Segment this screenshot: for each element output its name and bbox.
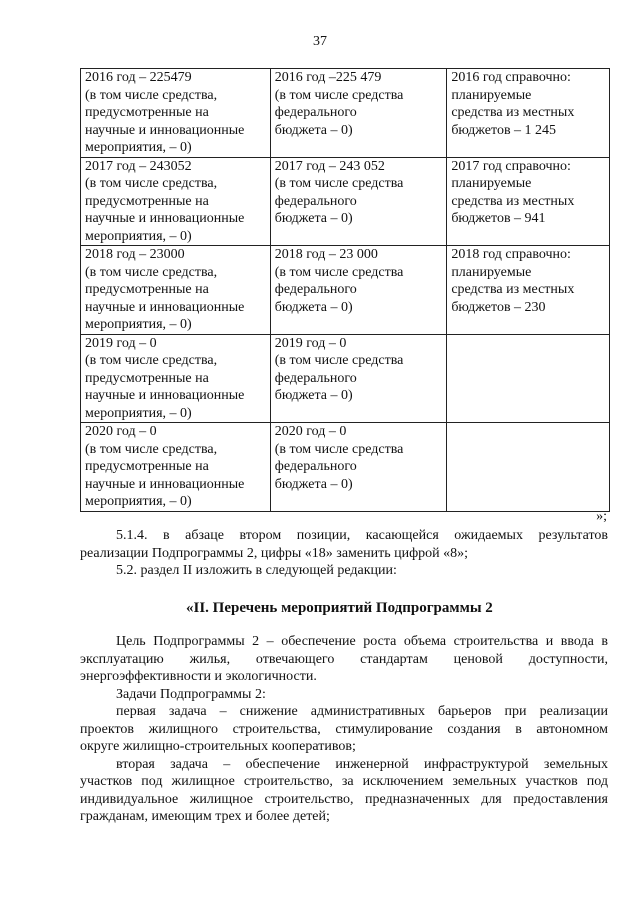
- cell-total-funding: [81, 334, 271, 423]
- table-row: [81, 334, 610, 423]
- section-heading: «II. Перечень мероприятий Подпрограммы 2: [186, 600, 493, 616]
- cell-text-line: мероприятия, – 0): [85, 140, 192, 155]
- cell-federal-funding: [270, 157, 447, 246]
- subprogram-goal: [80, 633, 608, 826]
- task-1-line-3: округе жилищно-строительных кооперативов;: [80, 739, 356, 754]
- funding-table: [80, 68, 610, 512]
- cell-local-funding: [447, 334, 610, 423]
- cell-text-line: бюджетов – 230: [451, 299, 546, 315]
- cell-text-line: научные и инновационные: [85, 211, 245, 226]
- cell-text-line: бюджетов – 1 245: [451, 122, 557, 138]
- amendment-5-1-4: [80, 527, 608, 580]
- cell-text-line: планируемые: [451, 87, 532, 103]
- cell-text-line: бюджета – 0): [274, 388, 353, 403]
- cell-text-line: научные и инновационные: [85, 122, 245, 138]
- table-row: [81, 69, 610, 158]
- cell-text-line: научные и инновационные: [85, 299, 245, 315]
- cell-federal-funding: [270, 423, 447, 512]
- cell-total-funding: [81, 157, 271, 246]
- cell-text-line: (в том числе средства,: [85, 176, 218, 191]
- cell-text-line: (в том числе средства,: [85, 353, 218, 368]
- cell-text-line: (в том числе средства,: [85, 264, 218, 280]
- cell-text-line: 2017 год – 243 052: [274, 158, 385, 174]
- goal-line-2: эксплуатацию жилья, отвечающего стандартам ценовой доступности,: [80, 651, 608, 667]
- cell-federal-funding: [270, 69, 447, 158]
- cell-text-line: планируемые: [451, 264, 532, 280]
- cell-total-funding: [81, 246, 271, 335]
- cell-text-line: (в том числе средства: [274, 87, 404, 103]
- cell-text-line: (в том числе средства: [274, 353, 404, 368]
- cell-text-line: (в том числе средства: [274, 176, 404, 191]
- task-1-line-1: первая задача – снижение административных барьеров при реализации: [116, 704, 608, 719]
- cell-text-line: 2020 год – 0: [274, 424, 347, 439]
- table-row: [81, 423, 610, 512]
- cell-text-line: федерального: [274, 459, 357, 474]
- funding-table-body: [81, 69, 610, 512]
- cell-text-line: федерального: [274, 105, 357, 120]
- tasks-label: Задачи Подпрограммы 2:: [116, 686, 266, 702]
- cell-text-line: средства из местных: [451, 193, 575, 209]
- cell-text-line: мероприятия, – 0): [85, 494, 192, 509]
- cell-federal-funding: [270, 246, 447, 335]
- cell-text-line: (в том числе средства,: [85, 441, 218, 457]
- cell-federal-funding: [270, 334, 447, 423]
- cell-text-line: 2020 год – 0: [85, 424, 157, 439]
- cell-text-line: мероприятия, – 0): [85, 228, 192, 244]
- cell-text-line: предусмотренные на: [85, 193, 209, 209]
- cell-text-line: (в том числе средства,: [85, 87, 218, 103]
- cell-text-line: 2016 год –225 479: [274, 70, 382, 85]
- cell-local-funding: [447, 246, 610, 335]
- cell-text-line: планируемые: [451, 176, 532, 191]
- cell-text-line: бюджетов – 941: [451, 211, 546, 226]
- cell-text-line: предусмотренные на: [85, 282, 209, 297]
- cell-text-line: 2018 год – 23000: [85, 247, 185, 262]
- table-row: [81, 157, 610, 246]
- cell-text-line: федерального: [274, 370, 357, 386]
- cell-local-funding: [447, 69, 610, 158]
- cell-text-line: научные и инновационные: [85, 476, 245, 492]
- cell-text-line: 2018 год – 23 000: [274, 247, 378, 262]
- cell-text-line: бюджета – 0): [274, 299, 353, 315]
- cell-text-line: мероприятия, – 0): [85, 405, 192, 421]
- cell-text-line: (в том числе средства: [274, 441, 404, 457]
- cell-local-funding: [447, 423, 610, 512]
- cell-text-line: предусмотренные на: [85, 370, 209, 386]
- amendment-5-2: 5.2. раздел II изложить в следующей редакции:: [116, 563, 397, 578]
- cell-text-line: 2017 год справочно:: [451, 158, 571, 174]
- cell-text-line: 2018 год справочно:: [451, 247, 571, 262]
- cell-text-line: (в том числе средства: [274, 264, 404, 280]
- task-2-line-1: вторая задача – обеспечение инженерной инфраструктурой земельных: [116, 756, 608, 772]
- cell-text-line: 2016 год – 225479: [85, 70, 192, 85]
- cell-text-line: предусмотренные на: [85, 105, 209, 120]
- goal-line-3: энергоэффективности и экологичности.: [80, 669, 317, 684]
- task-1-line-2: проектов жилищного строительства, стимулирование создания в автономном: [80, 721, 608, 737]
- cell-text-line: научные и инновационные: [85, 388, 245, 403]
- cell-text-line: бюджета – 0): [274, 122, 353, 138]
- amendment-5-1-4-line-2: реализации Подпрограммы 2, цифры «18» заменить цифрой «8»;: [80, 545, 469, 561]
- cell-text-line: предусмотренные на: [85, 459, 209, 474]
- goal-line-1: Цель Подпрограммы 2 – обеспечение роста объема строительства и ввода в: [116, 634, 608, 649]
- table-row: [81, 246, 610, 335]
- cell-text-line: федерального: [274, 282, 357, 297]
- cell-local-funding: [447, 157, 610, 246]
- cell-text-line: средства из местных: [451, 105, 575, 120]
- cell-text-line: бюджета – 0): [274, 211, 353, 226]
- cell-text-line: бюджета – 0): [274, 476, 353, 492]
- cell-total-funding: [81, 423, 271, 512]
- cell-text-line: 2016 год справочно:: [451, 70, 571, 85]
- task-2-line-3: индивидуальное жилищное строительство, предназначенных для предоставления: [80, 791, 608, 807]
- task-2-line-4: гражданам, имеющим трех и более детей;: [80, 809, 330, 824]
- closing-quote: »;: [596, 509, 607, 524]
- cell-text-line: средства из местных: [451, 282, 575, 297]
- cell-text-line: 2019 год – 0: [85, 335, 157, 351]
- amendment-5-1-4-line-1: 5.1.4. в абзаце втором позиции, касающейся ожидаемых результатов: [116, 528, 608, 543]
- cell-text-line: 2019 год – 0: [274, 335, 347, 351]
- cell-total-funding: [81, 69, 271, 158]
- cell-text-line: мероприятия, – 0): [85, 317, 192, 332]
- task-2-line-2: участков под жилищное строительство, за исключением земельных участков под: [80, 774, 608, 789]
- page-number: 37: [313, 34, 327, 49]
- cell-text-line: 2017 год – 243052: [85, 158, 192, 174]
- cell-text-line: федерального: [274, 193, 357, 209]
